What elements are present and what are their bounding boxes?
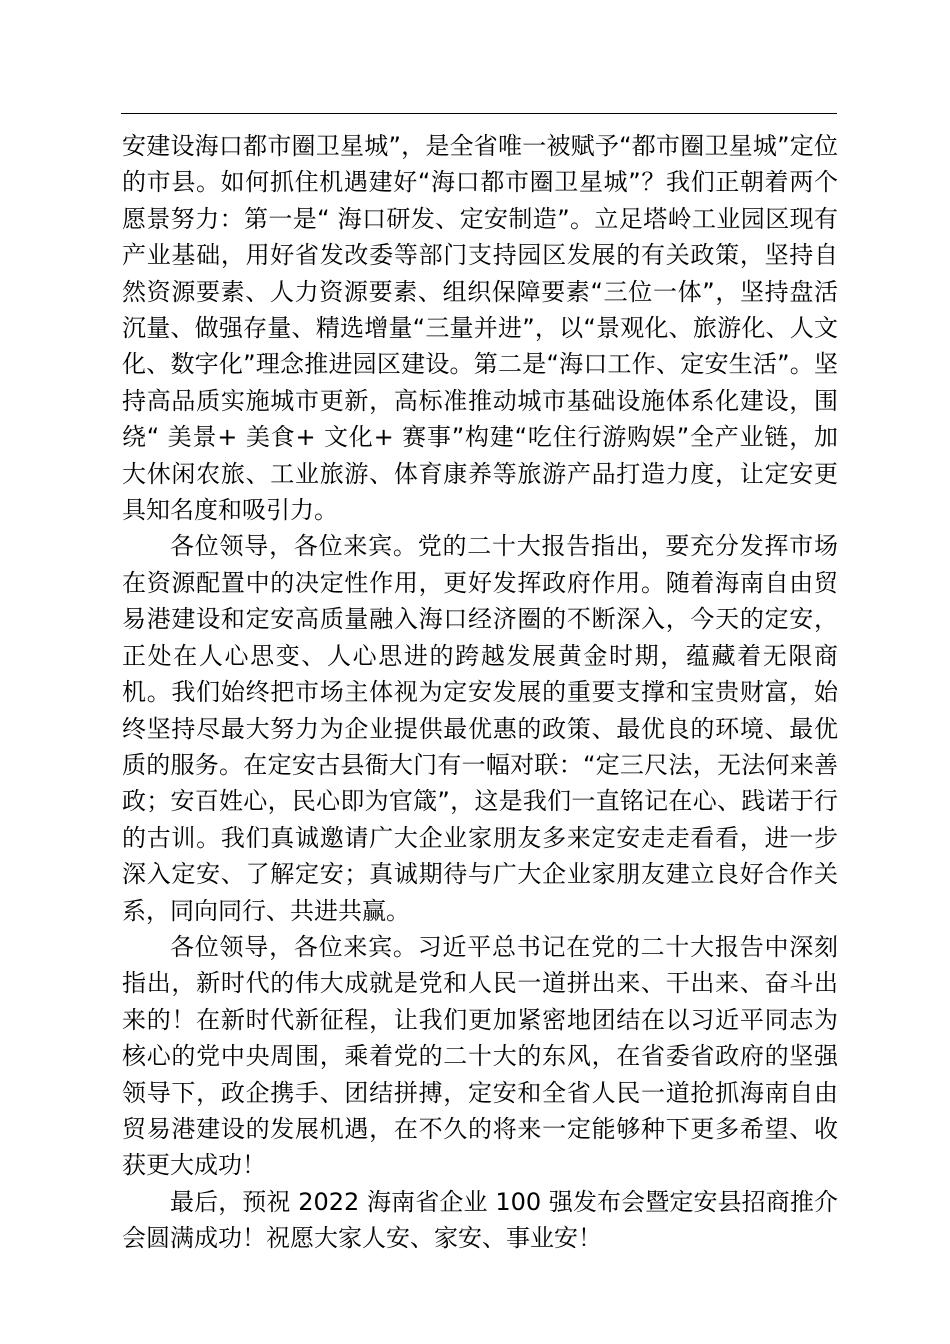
paragraph-2: 各位领导，各位来宾。党的二十大报告指出，要充分发挥市场在资源配置中的决定性作用，更好发挥政府作用。随着海南自由贸易港建设和定安高质量融入海口经济圈的不断深入，今天的定安，正处在人心思变、人心思进的跨越发展黄金时期，蕴藏着无限商机。我们始终把市场主体视为定安发展的重要支撑和宝贵财富，始终坚持尽最大努力为企业提供最优惠的政策、最优良的环境、最优质的服务。在定安古县衙大门有一幅对联：“定三尺法，无法何来善政；安百姓心，民心即为官箴”，这是我们一直铭记在心、践诺于行的古训。我们真诚邀请广大企业家朋友多来定安走走看看，进一步深入定安、了解定安；真诚期待与广大企业家朋友建立良好合作关系，同向同行、共进共赢。 <box>122 532 838 925</box>
paragraph-1: 安建设海口都市圈卫星城”，是全省唯一被赋予“都市圈卫星城”定位的市县。如何抓住机遇建好“海口都市圈卫星城”？我们正朝着两个愿景努力：第一是“ 海口研发、定安制造”。立足塔岭工业园区现有产业基础，用好省发改委等部门支持园区发展的有关政策，坚持自然资源要素、人力资源要素、组织保障要素“三位一体”，坚持盘活沉量、做强存量、精选增量“三量并进”，以“景观化、旅游化、人文化、数字化”理念推进园区建设。第二是“海口工作、定安生活”。坚持高品质实施城市更新，高标准推动城市基础设施体系化建设，围绕“ 美景+ 美食+ 文化+ 赛事”构建“吃住行游购娱”全产业链，加大休闲农旅、工业旅游、体育康养等旅游产品打造力度，让定安更具知名度和吸引力。 <box>122 132 838 525</box>
header-rule <box>121 113 837 114</box>
document-body <box>122 128 838 1257</box>
paragraph-3: 各位领导，各位来宾。习近平总书记在党的二十大报告中深刻指出，新时代的伟大成就是党和人民一道拼出来、干出来、奋斗出来的！在新时代新征程，让我们更加紧密地团结在以习近平同志为核心的党中央周围，乘着党的二十大的东风，在省委省政府的坚强领导下，政企携手、团结拼搏，定安和全省人民一道抢抓海南自由贸易港建设的发展机遇，在不久的将来一定能够种下更多希望、收获更大成功！ <box>122 932 838 1180</box>
paragraph-4: 最后，预祝 2022 海南省企业 100 强发布会暨定安县招商推介会圆满成功！祝愿大家人安、家安、事业安！ <box>122 1187 838 1253</box>
